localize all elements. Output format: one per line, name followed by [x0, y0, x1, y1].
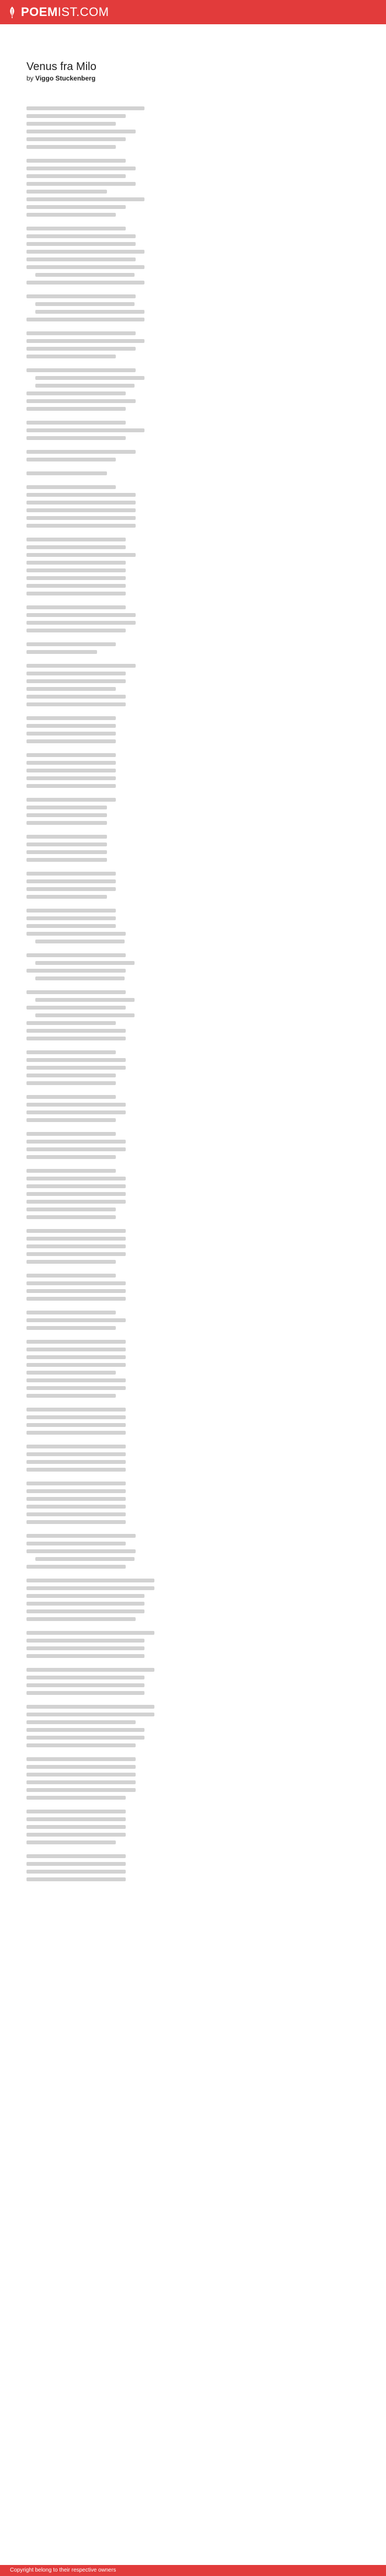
- poem-line-placeholder: [26, 407, 126, 411]
- poem-line-placeholder: [26, 561, 126, 565]
- poem-line-placeholder: [26, 895, 107, 899]
- poem-line-placeholder: [35, 376, 144, 380]
- poem-title: Venus fra Milo: [26, 61, 96, 73]
- poem-line-placeholder: [26, 798, 116, 802]
- poem-line-placeholder: [26, 716, 116, 720]
- poem-line-placeholder: [26, 1609, 144, 1613]
- poem-line-placeholder: [26, 1512, 126, 1516]
- poem-line-placeholder: [26, 1810, 126, 1813]
- poem-line-placeholder: [26, 1431, 126, 1435]
- poem-line-placeholder: [26, 1468, 126, 1472]
- poem-line-placeholder: [26, 1132, 116, 1136]
- poem-line-placeholder: [26, 858, 107, 862]
- poem-stanza: [26, 471, 360, 475]
- poem-line-placeholder: [26, 953, 126, 957]
- poem-line-placeholder: [26, 1780, 136, 1784]
- copyright-text: Copyright belong to their respective owners: [10, 2567, 116, 2573]
- poem-line-placeholder: [26, 538, 126, 541]
- poem-line-placeholder: [26, 568, 126, 572]
- site-logo[interactable]: [8, 5, 109, 19]
- poem-line-placeholder: [26, 1549, 136, 1553]
- poem-stanza: [26, 1482, 360, 1524]
- poem-line-placeholder: [26, 813, 107, 817]
- poem-line-placeholder: [26, 672, 126, 675]
- poem-line-placeholder: [26, 197, 144, 201]
- poem-line-placeholder: [26, 1520, 126, 1524]
- poem-line-placeholder: [26, 1155, 116, 1159]
- poem-line-placeholder: [26, 650, 97, 654]
- poem-line-placeholder: [26, 1743, 136, 1747]
- poem-line-placeholder: [26, 702, 126, 706]
- poem-line-placeholder: [26, 242, 136, 246]
- poem-line-placeholder: [26, 1691, 144, 1695]
- poem-line-placeholder: [26, 1215, 116, 1219]
- poem-line-placeholder: [26, 339, 144, 343]
- poem-line-placeholder: [26, 924, 116, 928]
- poem-line-placeholder: [26, 806, 107, 809]
- poem-line-placeholder: [26, 1668, 154, 1672]
- poem-stanza: [26, 753, 360, 788]
- poem-line-placeholder: [35, 961, 135, 965]
- poem-line-placeholder: [26, 159, 126, 163]
- poem-line-placeholder: [26, 584, 126, 588]
- poem-line-placeholder: [26, 545, 126, 549]
- poem-line-placeholder: [26, 331, 136, 335]
- poem-line-placeholder: [26, 1817, 126, 1821]
- poem-line-placeholder: [26, 724, 116, 728]
- poem-stanza: [26, 1095, 360, 1122]
- poem-line-placeholder: [26, 190, 107, 194]
- poem-line-placeholder: [26, 1021, 116, 1025]
- poem-stanza: [26, 485, 360, 528]
- poem-line-placeholder: [26, 887, 116, 891]
- poem-stanza: [26, 664, 360, 706]
- logo-text-bold: POEM: [21, 5, 58, 19]
- poem-line-placeholder: [26, 1252, 126, 1256]
- poem-line-placeholder: [26, 1081, 116, 1085]
- poem-stanza: [26, 1274, 360, 1301]
- poem-line-placeholder: [26, 137, 126, 141]
- poem-stanza: [26, 1408, 360, 1435]
- poem-line-placeholder: [26, 1676, 144, 1679]
- poem-line-placeholder: [26, 739, 116, 743]
- poem-line-placeholder: [26, 1788, 136, 1792]
- poem-line-placeholder: [26, 835, 107, 839]
- site-footer: [0, 2565, 386, 2576]
- poem-line-placeholder: [26, 842, 107, 846]
- poem-line-placeholder: [26, 1482, 126, 1485]
- poem-stanza: [26, 605, 360, 632]
- poem-line-placeholder: [26, 257, 136, 261]
- poem-line-placeholder: [26, 850, 107, 854]
- poem-line-placeholder: [26, 1192, 126, 1196]
- poem-line-placeholder: [26, 1720, 136, 1724]
- poem-line-placeholder: [26, 1602, 144, 1606]
- poem-line-placeholder: [26, 664, 136, 668]
- poem-line-placeholder: [26, 1229, 126, 1233]
- poem-line-placeholder: [26, 1408, 126, 1412]
- poem-stanza: [26, 450, 360, 461]
- poem-line-placeholder: [26, 592, 126, 595]
- poem-line-placeholder: [26, 493, 136, 497]
- poem-stanza: [26, 1854, 360, 1881]
- poem-line-placeholder: [26, 1833, 126, 1837]
- poem-stanza: [26, 798, 360, 825]
- poem-stanza: [26, 1534, 360, 1569]
- poem-line-placeholder: [26, 1728, 144, 1732]
- poem-line-placeholder: [26, 347, 136, 351]
- poem-line-placeholder: [26, 1147, 126, 1151]
- poem-line-placeholder: [26, 1169, 116, 1173]
- poem-stanza: [26, 1311, 360, 1330]
- poem-line-placeholder: [26, 1683, 144, 1687]
- poem-line-placeholder: [26, 106, 144, 110]
- poem-stanza: [26, 642, 360, 654]
- poem-line-placeholder: [26, 1348, 126, 1351]
- poem-line-placeholder: [26, 1355, 126, 1359]
- poem-line-placeholder: [26, 1029, 126, 1033]
- poem-stanza: [26, 1169, 360, 1219]
- poem-line-placeholder: [26, 1796, 126, 1800]
- poem-line-placeholder: [26, 458, 116, 461]
- poem-byline: [26, 74, 360, 82]
- poem-line-placeholder: [26, 553, 136, 557]
- poem-line-placeholder: [26, 1118, 116, 1122]
- poem-line-placeholder: [26, 1825, 126, 1829]
- poem-line-placeholder: [26, 501, 136, 505]
- poem-line-placeholder: [26, 1289, 126, 1293]
- poem-stanza: [26, 227, 360, 285]
- poem-stanza: [26, 159, 360, 217]
- poem-line-placeholder: [26, 1281, 126, 1285]
- poem-line-placeholder: [26, 294, 136, 298]
- poem-line-placeholder: [26, 1184, 126, 1188]
- poem-line-placeholder: [26, 114, 126, 118]
- poem-line-placeholder: [26, 909, 116, 913]
- poem-line-placeholder: [26, 1877, 126, 1881]
- poem-stanza: [26, 538, 360, 595]
- poem-line-placeholder: [26, 1037, 126, 1040]
- poem-line-placeholder: [26, 695, 126, 699]
- poem-line-placeholder: [26, 621, 136, 625]
- author-link[interactable]: Viggo Stuckenberg: [35, 74, 96, 82]
- poem-line-placeholder: [26, 1423, 126, 1427]
- poem-line-placeholder: [26, 508, 136, 512]
- poem-stanza: [26, 1668, 360, 1695]
- poem-line-placeholder: [26, 213, 116, 217]
- poem-line-placeholder: [26, 182, 136, 186]
- poem-line-placeholder: [26, 1497, 126, 1501]
- poem-line-placeholder: [26, 1244, 126, 1248]
- poem-line-placeholder: [26, 1565, 126, 1569]
- poem-line-placeholder: [26, 1378, 126, 1382]
- poem-line-placeholder: [26, 732, 116, 736]
- poem-line-placeholder: [26, 821, 107, 825]
- poem-line-placeholder: [26, 1140, 126, 1144]
- poem-stanza: [26, 1340, 360, 1398]
- poem-line-placeholder: [26, 879, 116, 883]
- poem-line-placeholder: [26, 1862, 126, 1866]
- poem-line-placeholder: [26, 1386, 126, 1390]
- poem-line-placeholder: [26, 1394, 116, 1398]
- poem-line-placeholder: [35, 976, 125, 980]
- poem-line-placeholder: [26, 1594, 144, 1598]
- poem-stanza: [26, 294, 360, 321]
- poem-stanza: [26, 990, 360, 1040]
- poem-line-placeholder: [26, 1103, 126, 1107]
- poem-line-placeholder: [26, 250, 144, 254]
- poem-line-placeholder: [26, 1340, 126, 1344]
- poem-line-placeholder: [26, 1505, 126, 1509]
- poem-line-placeholder: [26, 1274, 116, 1278]
- poem-line-placeholder: [26, 428, 144, 432]
- byline-prefix: by: [26, 74, 34, 82]
- poem-line-placeholder: [26, 174, 126, 178]
- poem-line-placeholder: [26, 687, 116, 691]
- poem-line-placeholder: [26, 145, 116, 149]
- poem-stanza: [26, 331, 360, 358]
- poem-line-placeholder: [26, 769, 116, 772]
- poem-stanza: [26, 1631, 360, 1658]
- poem-stanza: [26, 1050, 360, 1085]
- poem-content: [26, 61, 360, 1891]
- poem-stanza: [26, 1810, 360, 1844]
- site-header: [0, 0, 386, 24]
- logo-text-light: IST.COM: [57, 5, 109, 19]
- poem-stanza: [26, 368, 360, 411]
- poem-line-placeholder: [26, 1542, 126, 1545]
- poem-line-placeholder: [26, 1177, 126, 1180]
- poem-line-placeholder: [26, 1110, 126, 1114]
- poem-line-placeholder: [26, 605, 126, 609]
- poem-line-placeholder: [26, 355, 116, 358]
- poem-line-placeholder: [26, 784, 116, 788]
- poem-stanza: [26, 1229, 360, 1264]
- poem-line-placeholder: [26, 1460, 126, 1464]
- poem-line-placeholder: [26, 130, 136, 133]
- poem-line-placeholder: [26, 1311, 116, 1314]
- poem-line-placeholder: [26, 205, 126, 209]
- poem-line-placeholder: [26, 421, 126, 425]
- poem-line-placeholder: [35, 1557, 135, 1561]
- poem-line-placeholder: [35, 940, 125, 943]
- poem-line-placeholder: [35, 998, 135, 1002]
- poem-stanza: [26, 1132, 360, 1159]
- poem-line-placeholder: [26, 776, 116, 780]
- poem-line-placeholder: [35, 310, 144, 314]
- poem-line-placeholder: [26, 1326, 116, 1330]
- poem-line-placeholder: [26, 265, 144, 269]
- poem-line-placeholder: [26, 753, 116, 757]
- poem-line-placeholder: [26, 1200, 126, 1204]
- poem-stanza: [26, 953, 360, 980]
- poem-line-placeholder: [26, 916, 116, 920]
- poem-line-placeholder: [26, 281, 144, 285]
- poem-line-placeholder: [26, 761, 116, 765]
- poem-stanza: [26, 1579, 360, 1621]
- poem-line-placeholder: [26, 227, 126, 230]
- poem-line-placeholder: [26, 1363, 126, 1367]
- poem-stanza: [26, 835, 360, 862]
- poem-stanza: [26, 909, 360, 943]
- poem-line-placeholder: [26, 391, 126, 395]
- poem-line-placeholder: [26, 1713, 154, 1716]
- poem-line-placeholder: [26, 1736, 144, 1740]
- poem-line-placeholder: [26, 1534, 136, 1538]
- poem-line-placeholder: [26, 524, 136, 528]
- poem-line-placeholder: [26, 576, 126, 580]
- poem-line-placeholder: [26, 516, 136, 520]
- poem-line-placeholder: [26, 234, 136, 238]
- poem-line-placeholder: [26, 1006, 126, 1010]
- poem-line-placeholder: [26, 1705, 154, 1709]
- poem-line-placeholder: [26, 1579, 154, 1582]
- poem-line-placeholder: [26, 1415, 126, 1419]
- poem-stanza: [26, 1705, 360, 1747]
- poem-line-placeholder: [26, 1757, 136, 1761]
- poem-line-placeholder: [26, 1371, 116, 1375]
- poem-line-placeholder: [26, 399, 136, 403]
- poem-line-placeholder: [26, 1617, 136, 1621]
- poem-line-placeholder: [26, 969, 126, 973]
- poem-line-placeholder: [26, 1050, 116, 1054]
- poem-stanza: [26, 1445, 360, 1472]
- poem-line-placeholder: [26, 1066, 126, 1070]
- poem-line-placeholder: [26, 629, 126, 632]
- poem-line-placeholder: [26, 167, 136, 170]
- poem-line-placeholder: [26, 471, 107, 475]
- poem-line-placeholder: [26, 932, 126, 936]
- poem-stanza: [26, 106, 360, 149]
- poem-line-placeholder: [26, 990, 126, 994]
- poem-line-placeholder: [26, 122, 116, 126]
- poem-stanza: [26, 872, 360, 899]
- poem-stanza: [26, 716, 360, 743]
- poem-body: [26, 106, 360, 1881]
- poem-line-placeholder: [26, 1854, 126, 1858]
- poem-line-placeholder: [26, 1297, 126, 1301]
- poem-line-placeholder: [35, 302, 135, 306]
- poem-stanza: [26, 1757, 360, 1800]
- poem-stanza: [26, 421, 360, 440]
- poem-line-placeholder: [26, 1445, 126, 1448]
- poem-line-placeholder: [26, 1489, 126, 1493]
- poem-line-placeholder: [26, 485, 116, 489]
- poem-line-placeholder: [26, 1639, 144, 1643]
- poem-line-placeholder: [26, 1095, 116, 1099]
- poem-line-placeholder: [26, 450, 136, 454]
- poem-line-placeholder: [35, 273, 135, 277]
- poem-line-placeholder: [26, 1773, 136, 1777]
- poem-line-placeholder: [26, 1058, 126, 1062]
- poem-line-placeholder: [35, 1013, 135, 1017]
- poem-line-placeholder: [26, 1654, 144, 1658]
- poem-line-placeholder: [26, 1208, 116, 1211]
- poem-line-placeholder: [26, 1646, 144, 1650]
- poem-line-placeholder: [26, 872, 116, 876]
- poem-line-placeholder: [26, 1452, 126, 1456]
- poem-line-placeholder: [26, 1074, 116, 1077]
- poem-line-placeholder: [26, 1870, 126, 1874]
- poem-line-placeholder: [26, 1631, 154, 1635]
- poem-line-placeholder: [26, 1586, 154, 1590]
- poem-line-placeholder: [26, 1318, 126, 1322]
- poem-line-placeholder: [26, 1765, 136, 1769]
- poem-line-placeholder: [26, 1237, 126, 1241]
- quill-pen-icon: [8, 6, 17, 18]
- poem-line-placeholder: [26, 679, 126, 683]
- poem-line-placeholder: [35, 384, 135, 388]
- poem-line-placeholder: [26, 1260, 116, 1264]
- poem-line-placeholder: [26, 436, 126, 440]
- poem-line-placeholder: [26, 613, 136, 617]
- poem-line-placeholder: [26, 1840, 116, 1844]
- poem-line-placeholder: [26, 642, 116, 646]
- poem-line-placeholder: [26, 368, 136, 372]
- poem-line-placeholder: [26, 318, 144, 321]
